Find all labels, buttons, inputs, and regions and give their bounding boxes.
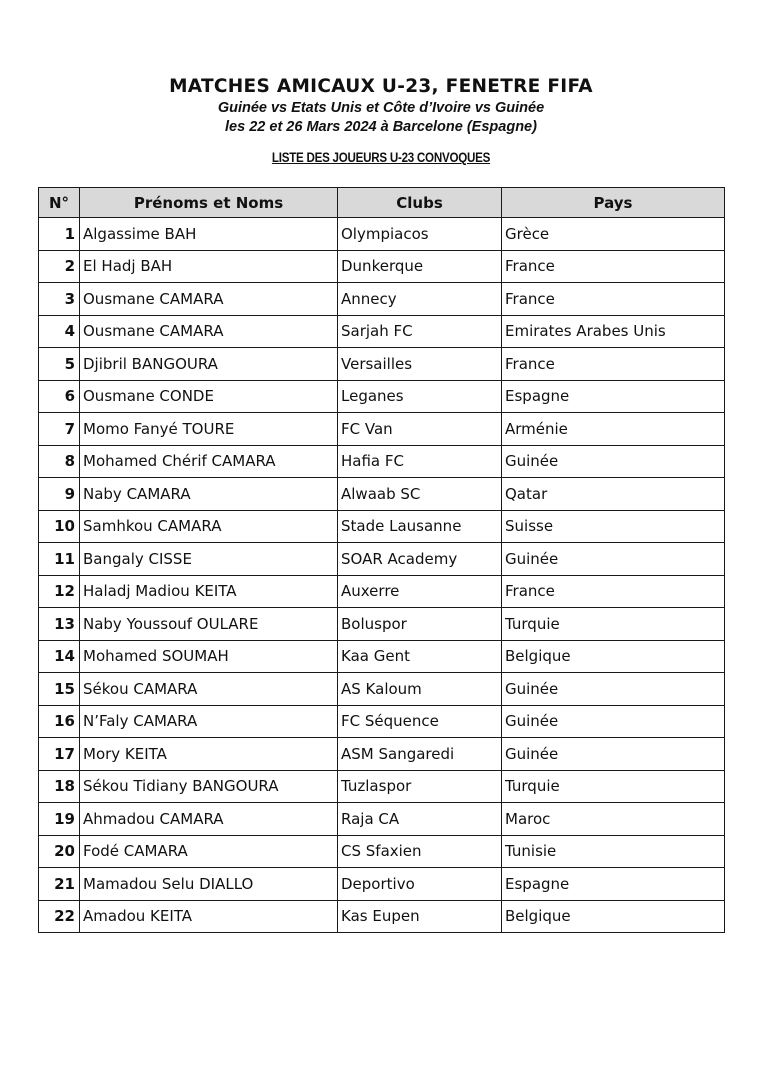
player-number: 6 (39, 380, 80, 413)
player-number: 16 (39, 705, 80, 738)
table-row (39, 543, 725, 576)
table-row (39, 445, 725, 478)
table-row (39, 575, 725, 608)
player-name: Mohamed Chérif CAMARA (80, 445, 338, 478)
player-number: 15 (39, 673, 80, 706)
table-row (39, 283, 725, 316)
player-name: Algassime BAH (80, 218, 338, 251)
player-number: 3 (39, 283, 80, 316)
player-country: Emirates Arabes Unis (502, 315, 725, 348)
player-club: SOAR Academy (338, 543, 502, 576)
player-club: Deportivo (338, 868, 502, 901)
player-name: El Hadj BAH (80, 250, 338, 283)
match-subtitle: Guinée vs Etats Unis et Côte d’Ivoire vs Guinée (217, 100, 545, 116)
player-name: Ahmadou CAMARA (80, 803, 338, 836)
player-club: Stade Lausanne (338, 510, 502, 543)
player-country: Qatar (502, 478, 725, 511)
player-club: Olympiacos (338, 218, 502, 251)
player-number: 19 (39, 803, 80, 836)
player-country: Suisse (502, 510, 725, 543)
table-row (39, 705, 725, 738)
player-club: FC Séquence (338, 705, 502, 738)
player-country: Tunisie (502, 835, 725, 868)
player-country: France (502, 250, 725, 283)
player-country: Arménie (502, 413, 725, 446)
player-country: Belgique (502, 900, 725, 933)
player-country: France (502, 575, 725, 608)
date-location-subtitle: les 22 et 26 Mars 2024 à Barcelone (Espagne) (225, 119, 537, 135)
player-number: 22 (39, 900, 80, 933)
player-country: Guinée (502, 738, 725, 771)
player-club: Tuzlaspor (338, 770, 502, 803)
player-country: France (502, 283, 725, 316)
table-row (39, 835, 725, 868)
player-number: 14 (39, 640, 80, 673)
table-row (39, 315, 725, 348)
player-country: Guinée (502, 705, 725, 738)
player-name: Mamadou Selu DIALLO (80, 868, 338, 901)
player-club: Versailles (338, 348, 502, 381)
player-name: Naby Youssouf OULARE (80, 608, 338, 641)
player-name: Djibril BANGOURA (80, 348, 338, 381)
player-number: 18 (39, 770, 80, 803)
player-number: 8 (39, 445, 80, 478)
column-header-country: Pays (502, 188, 725, 218)
player-number: 13 (39, 608, 80, 641)
table-row (39, 478, 725, 511)
player-number: 20 (39, 835, 80, 868)
player-number: 7 (39, 413, 80, 446)
player-name: Sékou Tidiany BANGOURA (80, 770, 338, 803)
player-club: FC Van (338, 413, 502, 446)
table-row (39, 608, 725, 641)
player-club: ASM Sangaredi (338, 738, 502, 771)
player-name: Amadou KEITA (80, 900, 338, 933)
table-row (39, 640, 725, 673)
player-country: Guinée (502, 673, 725, 706)
player-number: 9 (39, 478, 80, 511)
player-country: Turquie (502, 608, 725, 641)
player-name: Samhkou CAMARA (80, 510, 338, 543)
player-number: 10 (39, 510, 80, 543)
player-name: N’Faly CAMARA (80, 705, 338, 738)
player-club: Raja CA (338, 803, 502, 836)
column-header-name: Prénoms et Noms (80, 188, 338, 218)
table-row (39, 380, 725, 413)
table-row (39, 868, 725, 901)
player-name: Mory KEITA (80, 738, 338, 771)
table-row (39, 348, 725, 381)
player-club: AS Kaloum (338, 673, 502, 706)
player-name: Bangaly CISSE (80, 543, 338, 576)
player-country: France (502, 348, 725, 381)
table-row (39, 900, 725, 933)
player-number: 2 (39, 250, 80, 283)
player-club: Leganes (338, 380, 502, 413)
player-country: Guinée (502, 445, 725, 478)
player-rows (39, 218, 725, 933)
player-name: Naby CAMARA (80, 478, 338, 511)
player-name: Mohamed SOUMAH (80, 640, 338, 673)
player-club: Hafia FC (338, 445, 502, 478)
table-row (39, 510, 725, 543)
player-number: 12 (39, 575, 80, 608)
player-number: 11 (39, 543, 80, 576)
player-country: Espagne (502, 868, 725, 901)
table-row (39, 673, 725, 706)
player-number: 1 (39, 218, 80, 251)
player-name: Momo Fanyé TOURE (80, 413, 338, 446)
player-club: Annecy (338, 283, 502, 316)
player-country: Turquie (502, 770, 725, 803)
table-row (39, 413, 725, 446)
player-name: Sékou CAMARA (80, 673, 338, 706)
table-row (39, 738, 725, 771)
column-header-club: Clubs (338, 188, 502, 218)
player-club: Sarjah FC (338, 315, 502, 348)
player-number: 4 (39, 315, 80, 348)
player-country: Belgique (502, 640, 725, 673)
table-row (39, 218, 725, 251)
player-name: Haladj Madiou KEITA (80, 575, 338, 608)
table-row (39, 250, 725, 283)
player-club: CS Sfaxien (338, 835, 502, 868)
player-name: Ousmane CAMARA (80, 315, 338, 348)
table-row (39, 770, 725, 803)
player-club: Kas Eupen (338, 900, 502, 933)
player-number: 21 (39, 868, 80, 901)
list-heading: LISTE DES JOUEURS U-23 CONVOQUES (271, 150, 491, 165)
player-country: Grèce (502, 218, 725, 251)
player-country: Guinée (502, 543, 725, 576)
table-row (39, 803, 725, 836)
player-name: Ousmane CAMARA (80, 283, 338, 316)
players-table (38, 187, 725, 933)
player-club: Dunkerque (338, 250, 502, 283)
player-country: Espagne (502, 380, 725, 413)
document-title: MATCHES AMICAUX U-23, FENETRE FIFA (169, 76, 593, 97)
column-header-number: N° (39, 188, 80, 218)
player-number: 5 (39, 348, 80, 381)
player-name: Ousmane CONDE (80, 380, 338, 413)
table-header-row (39, 188, 725, 218)
player-club: Alwaab SC (338, 478, 502, 511)
player-name: Fodé CAMARA (80, 835, 338, 868)
player-club: Boluspor (338, 608, 502, 641)
player-club: Auxerre (338, 575, 502, 608)
player-club: Kaa Gent (338, 640, 502, 673)
player-number: 17 (39, 738, 80, 771)
player-country: Maroc (502, 803, 725, 836)
